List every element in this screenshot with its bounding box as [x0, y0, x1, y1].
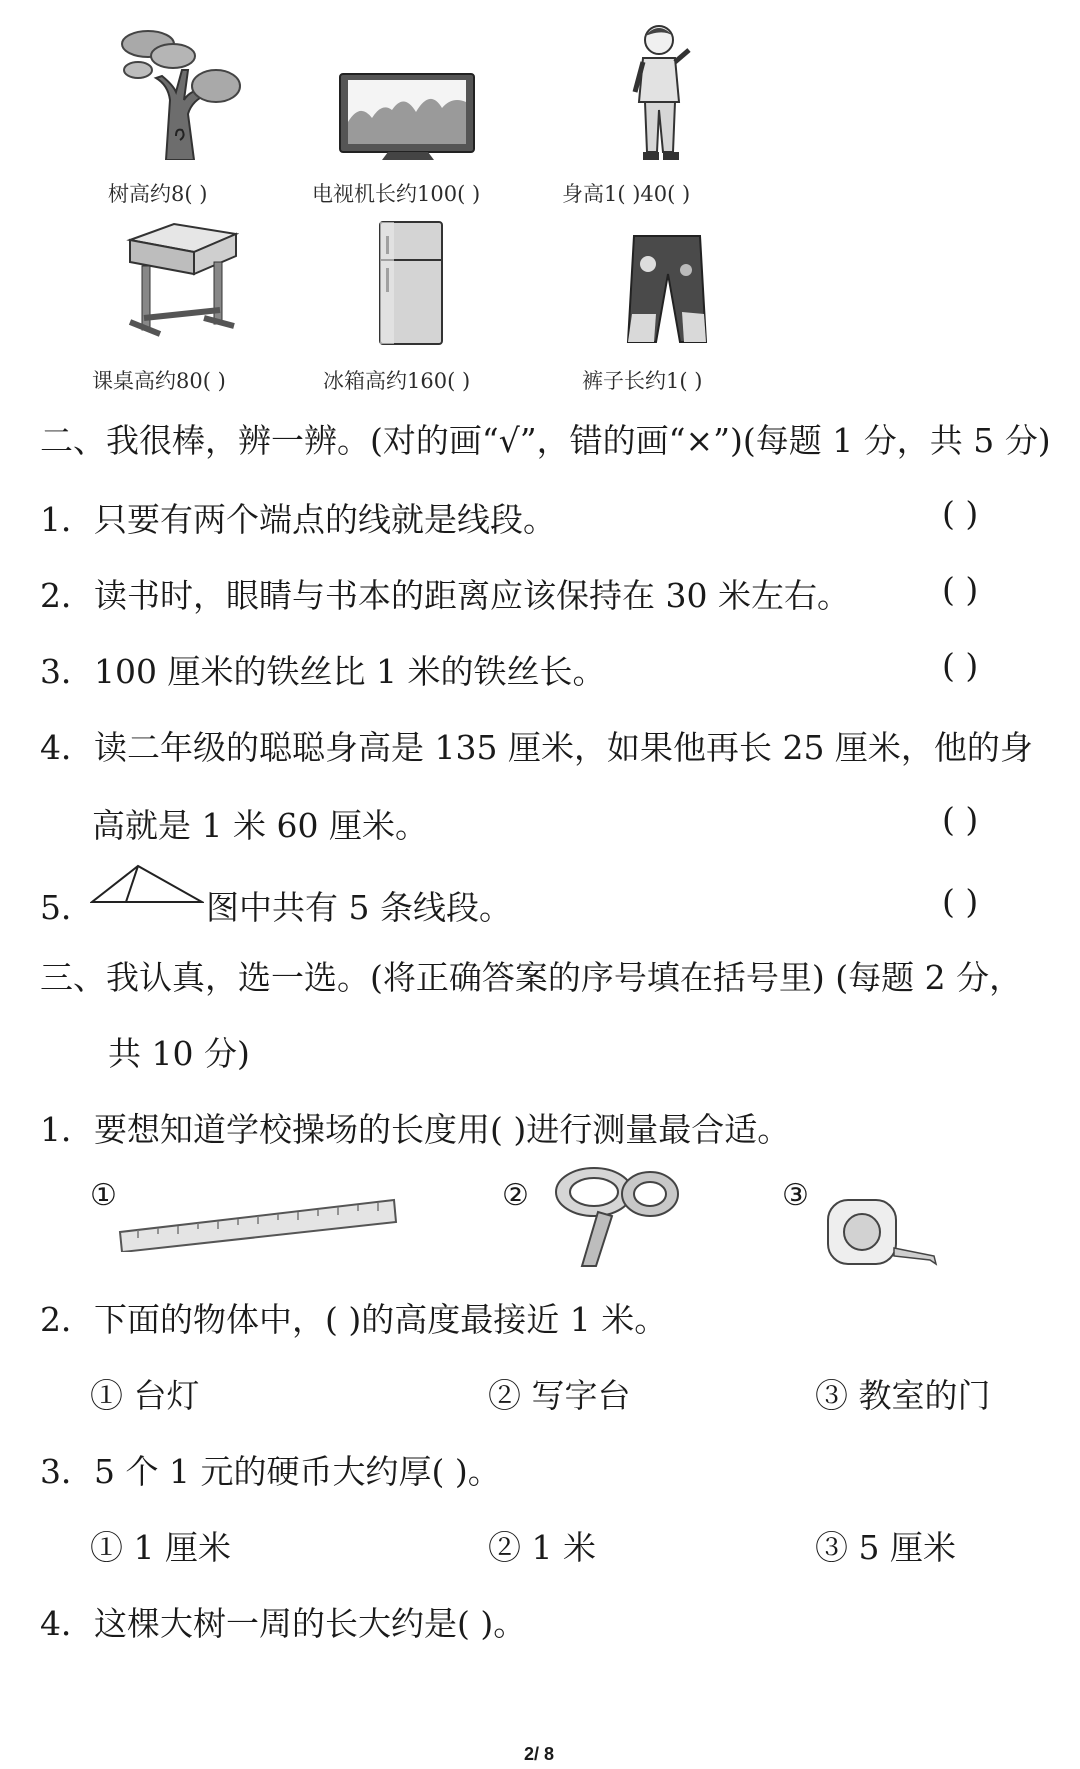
s3-q3: 3．5 个 1 元的硬币大约厚( )。: [40, 1452, 501, 1491]
s2-item-5-text: 图中共有 5 条线段。: [206, 888, 512, 927]
q3-option-3[interactable]: ③ 5 厘米: [815, 1528, 956, 1567]
s2-answer-4[interactable]: ( ): [942, 800, 979, 839]
s2-answer-5[interactable]: ( ): [942, 882, 979, 921]
s3-q1: 1．要想知道学校操场的长度用( )进行测量最合适。: [40, 1110, 791, 1149]
boy-icon: [625, 22, 695, 167]
caption-pants: 裤子长约1( ): [582, 369, 703, 393]
q2-option-2[interactable]: ② 写字台: [488, 1376, 631, 1415]
desk-icon: [124, 222, 239, 342]
pants-icon: [626, 234, 708, 346]
triangle-figure-icon: [90, 864, 204, 904]
page-number: 2/ 8: [524, 1744, 555, 1764]
section3-heading-line1: 三、我认真，选一选。(将正确答案的序号填在括号里) (每题 2 分，: [40, 958, 1023, 997]
tv-icon: [338, 72, 478, 162]
caption-tree: 树高约8( ): [108, 182, 208, 206]
q2-option-1[interactable]: ① 台灯: [90, 1376, 200, 1415]
fridge-icon: [376, 220, 446, 348]
section3-heading-line2: 共 10 分): [108, 1034, 250, 1073]
ruler-icon: [118, 1198, 398, 1252]
s3-q4: 4．这棵大树一周的长大约是( )。: [40, 1604, 527, 1643]
s2-answer-3[interactable]: ( ): [942, 646, 979, 685]
q1-option-2-label: ②: [502, 1178, 529, 1213]
s2-item-1: 1．只要有两个端点的线就是线段。: [40, 500, 556, 539]
s2-item-4-cont: 高就是 1 米 60 厘米。: [92, 806, 428, 845]
caption-height: 身高1( )40( ): [562, 182, 691, 206]
s2-item-5-num: 5．: [40, 888, 94, 927]
q3-option-2[interactable]: ② 1 米: [488, 1528, 596, 1567]
q1-option-3-label: ③: [782, 1178, 809, 1213]
s2-item-4: 4．读二年级的聪聪身高是 135 厘米，如果他再长 25 厘米，他的身: [40, 728, 1033, 767]
q2-option-3[interactable]: ③ 教室的门: [815, 1376, 991, 1415]
caption-fridge: 冰箱高约160( ): [323, 369, 471, 393]
s2-answer-2[interactable]: ( ): [942, 570, 979, 609]
s2-item-2: 2．读书时，眼睛与书本的距离应该保持在 30 米左右。: [40, 576, 850, 615]
caption-desk: 课桌高约80( ): [92, 369, 226, 393]
caption-tv: 电视机长约100( ): [312, 182, 481, 206]
s2-item-3: 3．100 厘米的铁丝比 1 米的铁丝长。: [40, 652, 606, 691]
s3-q2: 2．下面的物体中，( )的高度最接近 1 米。: [40, 1300, 668, 1339]
tape-measure-icon: [552, 1162, 682, 1270]
section2-heading: 二、我很棒，辨一辨。(对的画“√”，错的画“×”)(每题 1 分，共 5 分): [40, 421, 1051, 460]
q3-option-1[interactable]: ① 1 厘米: [90, 1528, 231, 1567]
s2-answer-1[interactable]: ( ): [942, 494, 979, 533]
tape-case-icon: [822, 1194, 942, 1274]
tree-icon: [118, 30, 243, 160]
q1-option-1-label: ①: [90, 1178, 117, 1213]
